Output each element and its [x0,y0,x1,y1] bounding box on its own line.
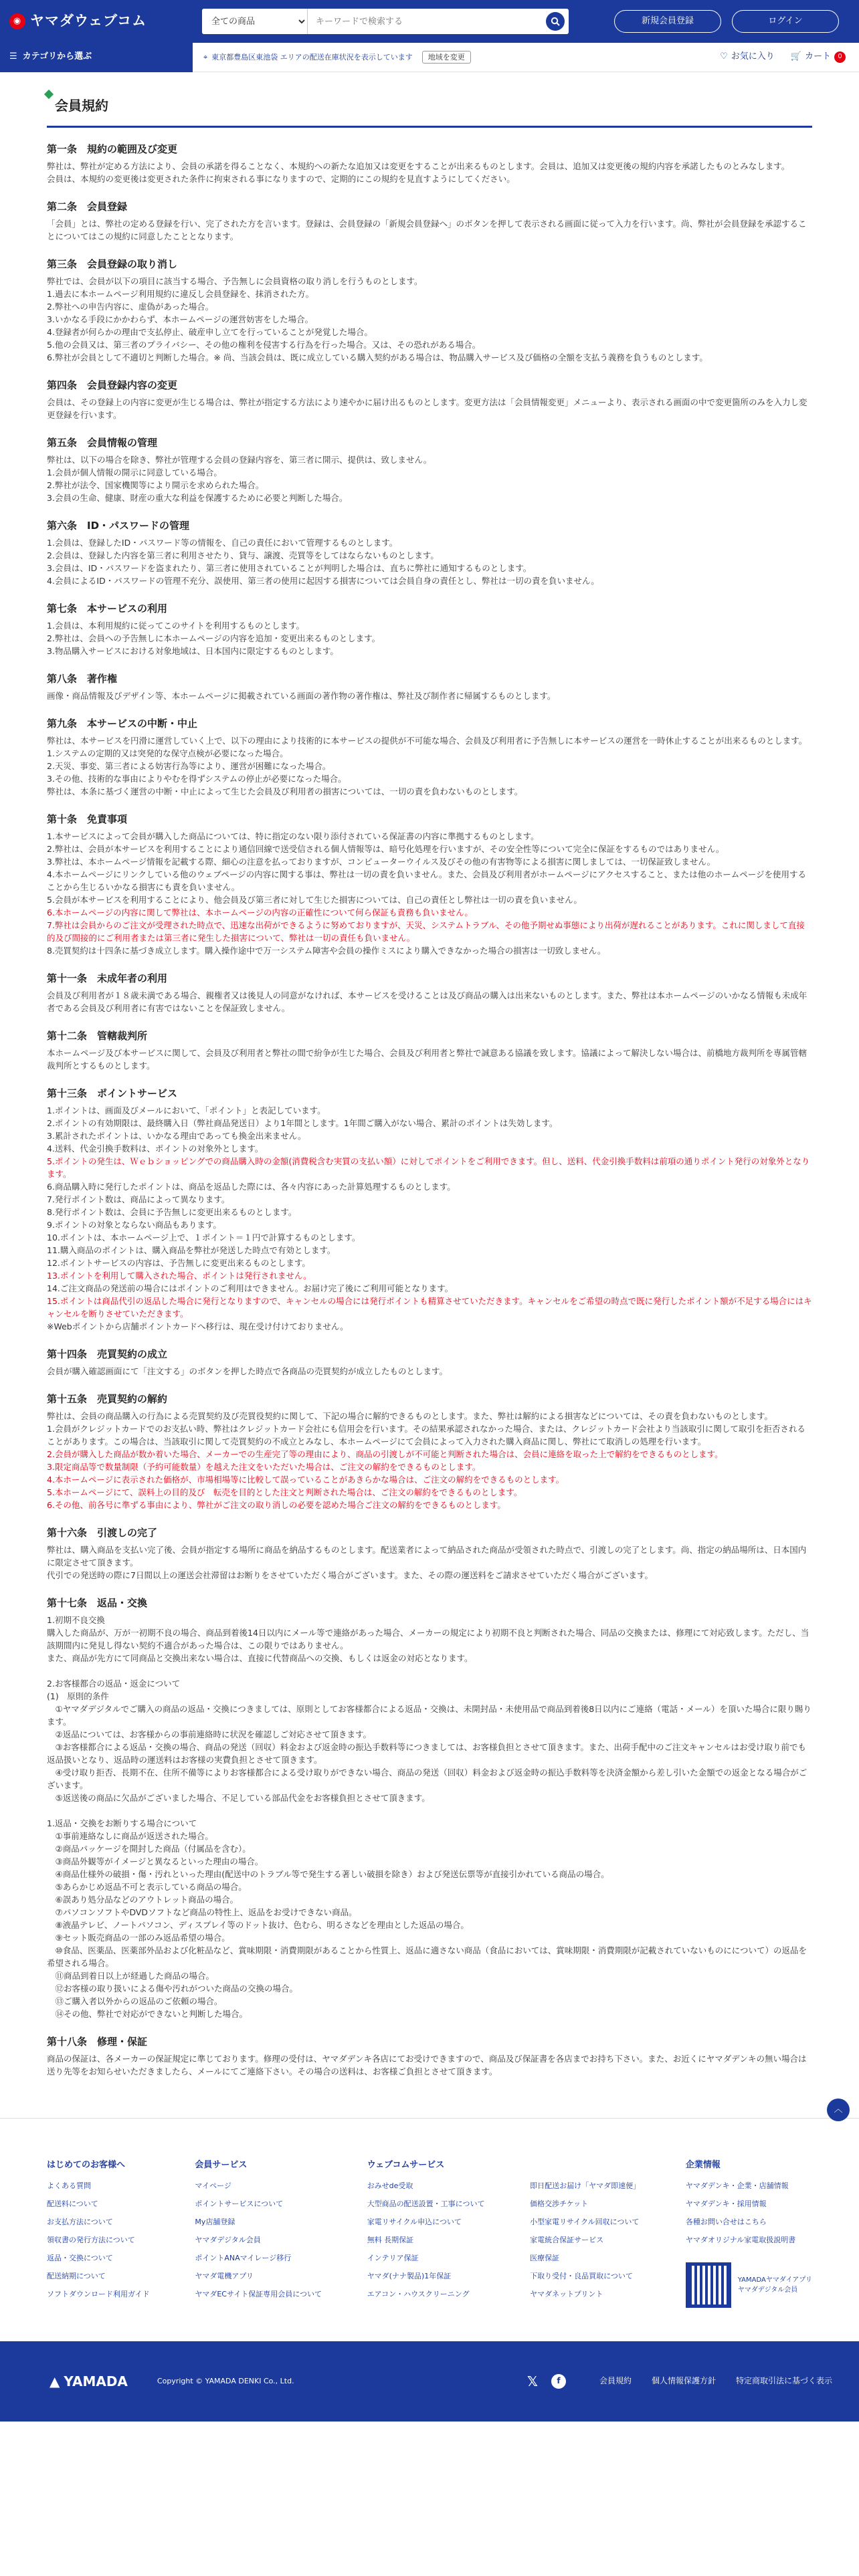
footer-link[interactable]: My店舗登録 [195,2217,235,2226]
site-footer [0,2104,859,2341]
section-paragraph: (1) 原則的条件 [47,1691,109,1701]
footer-link[interactable]: 小型家電リサイクル回収について [530,2217,640,2226]
section-heading: 第十六条 引渡しの完了 [47,1527,158,1539]
section-paragraph: 13.ポイントを利用して購入された場合、ポイントは発行されません。 [47,1271,312,1281]
cart-count-badge: 0 [834,51,846,63]
footer-link[interactable]: ソフトダウンロード利用ガイド [47,2289,150,2298]
section-paragraph: 10.ポイントは、本ホームページ上で、１ポイント＝１円で計算するものとします。 [47,1232,361,1243]
section-paragraph: 会員が購入確認画面にて「注文する」のボタンを押した時点で各商品の売買契約が成立したものとします。 [47,1366,448,1376]
section-paragraph: 代引での発送時の際に7日間以上の運送会社滞留はお断りをさせていただく場合がございます。また、その際の運送料をご請求させていただく場合がございます。 [47,1570,653,1580]
copyright: Copyright © YAMADA DENKI Co., Ltd. [157,2377,294,2385]
section-paragraph: 3.その他、技術的な事由によりやむを得ずシステムの停止が必要になった場合。 [47,774,347,784]
section-heading: 第四条 会員登録内容の変更 [47,379,178,391]
logo-text: ヤマダウェブコム [30,13,147,29]
section-paragraph: 8.発行ポイント数は、会員に予告無しに変更出来るものとします。 [47,1207,297,1217]
section-paragraph: ⑤あらかじめ返品不可と表示している商品の場合。 [47,1882,247,1892]
footer-link[interactable]: お支払方法について [47,2217,113,2226]
footer-bar [0,2341,859,2422]
section-heading: 第十条 免責事項 [47,813,128,825]
favorites-label: お気に入り [731,51,775,62]
section-paragraph: 14.ご注文商品の発送前の場合にはポイントのご利用はできません。お届け完了後にご利用可能となります。 [47,1283,454,1293]
footer-column [367,2159,485,2308]
footer-link[interactable]: ヤマダネットプリント [530,2289,603,2298]
section-paragraph: 商品の保証は、各メーカーの保証規定に準じております。修理の受付は、ヤマダデンキ各店にてお受けできますので、商品及び保証書を各店までお持ち下さい。また、お近くにヤマダデンキの無い場合は送り先等をお知らせいただきましたら、メールにてご連絡下さい。その場合の送料は、お客様ご負担とさせて頂きます。 [47,2054,807,2076]
footer-brand: YAMADA [64,2373,128,2389]
delivery-notice-text: 東京都豊島区東池袋 エリアの配送在庫状況を表示しています [211,52,413,62]
hamburger-icon: ☰ [9,51,17,62]
section-paragraph: 画像・商品情報及びデザイン等、本ホームページに掲載されている画面の著作物の著作権は、弊社及び制作者に帰属するものとします。 [47,691,556,701]
section-paragraph: 7.発行ポイント数は、商品によって異なります。 [47,1194,230,1204]
section-paragraph: ①ヤマダデジタルでご購入の商品の返品・交換につきましては、原則としてお客様都合による返品・交換は、未開封品・未使用品で商品到着後8日以内にご連絡（電話・メール）を頂いた場合に限り賜ります。 [47,1704,812,1727]
section-paragraph: 6.その他、前各号に準ずる事由により、弊社がご注文の取り消しの必要を認めた場合ご注文の解約をできるものとします。 [47,1500,506,1510]
page-top-button[interactable] [827,2099,850,2121]
section-paragraph: 1.過去に本ホームページ利用規約に違反し会員登録を、抹消された方。 [47,289,314,299]
footer-link[interactable]: 下取り受付・良品買取について [530,2271,633,2280]
section-paragraph: 2.ポイントの有効期限は、最終購入日（弊社商品発送日）より1年間とします。1年間ご購入がない場合、累計のポイントは失効します。 [47,1118,558,1128]
register-button[interactable]: 新規会員登録 [614,10,721,33]
search-icon [551,17,560,26]
footer-link[interactable]: ヤマダオリジナル家電取扱説明書 [685,2235,796,2244]
search-input[interactable] [308,9,542,34]
section-paragraph: 1.会員は、本利用規約に従ってこのサイトを利用するものとします。 [47,621,305,631]
section-paragraph: ⑧液晶テレビ、ノートパソコン、ディスプレイ等のドット抜け、色むら、明るさなどを理由とした返品の場合。 [47,1920,469,1930]
footer-link[interactable]: 即日配送お届け「ヤマダ即速便」 [530,2181,641,2190]
section-heading: 第十五条 売買契約の解約 [47,1393,168,1405]
section-paragraph: 2.弊社は、会員への予告無しに本ホームページの内容を追加・変更出来るものとします。 [47,633,381,643]
footer-link[interactable]: ヤマダデジタル会員 [195,2235,261,2244]
section-heading: 第十二条 管轄裁判所 [47,1030,148,1042]
section-heading: 第一条 規約の範囲及び変更 [47,143,178,155]
section-paragraph: 本ホームページ及び本サービスに関して、会員及び利用者と弊社の間で紛争が生じた場合、会員及び利用者と弊社で誠意ある協議を致します。協議によって解決しない場合は、前橋地方裁判所を専属管轄裁判所とするものとします。 [47,1048,807,1071]
section-paragraph [47,1804,812,1817]
category-label: カテゴリから選ぶ [22,51,92,62]
footer-bar-link[interactable]: 会員規約 [599,2376,632,2386]
footer-link[interactable]: よくある質問 [47,2181,91,2190]
section-paragraph: 3.いかなる手段にかかわらず、本ホームページの運営妨害をした場合。 [47,314,314,324]
footer-column-title: 会員サービス [195,2160,248,2170]
section-paragraph: 7.弊社は会員からのご注文が受理された時点で、迅速な出荷ができるように努めておりますが、天災、システムトラブル、その他予期せぬ事態により出荷が遅れることがあります。これに関しまして直接的及び間接的にご利用者または第三者に発生した損害について、弊社は一切の責任も負いません。 [47,920,805,943]
section-paragraph: 4.本ホームページにリンクしている他のウェブページの内容に関する事は、弊社は一切の責を負いません。また、会員及び利用者がホームページにアクセスすること、または他のホームページを使用することから生じるいかなる損害にも責を負いません。 [47,869,807,892]
section-heading: 第三条 会員登録の取り消し [47,258,178,270]
footer-link[interactable]: 領収書の発行方法について [47,2235,135,2244]
footer-link[interactable]: ヤマダデンキ・採用情報 [685,2199,767,2208]
section-heading: 第十三条 ポイントサービス [47,1087,178,1099]
section-paragraph: 4.本ホームページに表示された価格が、市場相場等に比較して誤っていることがあきらかな場合は、ご注文の解約をできるものとします。 [47,1475,565,1485]
footer-link[interactable]: ポイントANAマイレージ移行 [195,2253,292,2262]
section-paragraph: 会員は、その登録上の内容に変更が生じる場合は、弊社が指定する方法により速やかに届け出るものとします。変更方法は「会員情報変更」メニューより、表示される画面の中で変更箇所のみを入力し変更登録を行います。 [47,397,807,420]
section-paragraph: ⑥誤あり処分品などのアウトレット商品の場合。 [47,1895,239,1905]
section-paragraph: 4.登録者が何らかの理由で支払停止、破産申し立てを行っていることが発覚した場合。 [47,327,373,337]
section-paragraph: 9.ポイントの対象とならない商品もあります。 [47,1220,221,1230]
cart-label: カート [804,51,831,62]
footer-column [686,2159,812,2308]
section-paragraph: 弊社は、本サービスを円滑に運営していく上で、以下の理由により技術的に本サービスの提供が不可能な場合、会員及び利用者に予告無しに本サービスの運営を一時休止することが出来るものとします。 [47,736,807,746]
section-paragraph: 5.本ホームページにて、誤料上の目的及び 転売を目的とした注文と判断された場合は、ご注文の解約をできるものとします。 [47,1487,522,1497]
section-paragraph: 1.会員が個人情報の開示に同意している場合。 [47,467,222,477]
qr-caption: YAMADAヤマダイアプリ ヤマダデジタル会員 [737,2276,812,2294]
search-button[interactable] [542,9,569,34]
qr-code-icon [686,2262,731,2308]
section-paragraph: 1.システムの定期的又は突発的な保守点検が必要になった場合。 [47,748,288,758]
section-heading: 第十七条 返品・交換 [47,1597,148,1609]
section-paragraph: 弊社では、会員が以下の項目に該当する場合、予告無しに会員資格の取り消しを行うものとします。 [47,276,423,286]
section-paragraph: ⑪商品到着日以上が経過した商品の場合。 [47,1971,215,1981]
section-paragraph: ⑨セット販売商品の一部のみ返品希望の場合。 [47,1933,230,1943]
category-menu-button[interactable] [0,43,193,72]
section-paragraph: 会員及び利用者が１８歳未満である場合、親権者又は後見人の同意がなければ、本サービスを受けることは及び商品の購入は出来ないものとします。また、弊社は本ホームページのいかなる情報も未成年者である会員及び利用者に有害ではないことを保証致しません。 [47,990,807,1013]
section-paragraph: ③お客様都合による返品・交換の場合、商品の発送（回収）料金および返金時の振込手数料等につきましては、お客様負担とさせて頂きます。また、出荷手配中のご注文キャンセルはお受け取り前でも返品扱いとなり、返品時の運送料はお客様の実費負担とさせて頂きます。 [47,1742,806,1765]
section-paragraph: 8.売買契約は十四条に基づき成立します。購入操作途中で万一システム障害や会員の操作ミスにより購入できなかった場合の損害は一切致しません。 [47,946,606,956]
footer-link[interactable]: マイページ [195,2181,231,2190]
footer-link[interactable]: インテリア保証 [367,2253,419,2262]
page-title: 会員規約 [47,95,812,116]
footer-link[interactable]: 大型商品の配送設置・工事について [367,2199,485,2208]
footer-link[interactable]: 医療保証 [530,2253,560,2262]
section-heading: 第五条 会員情報の管理 [47,437,158,449]
yamada-mark-icon: ▲ [50,2373,60,2389]
section-heading: 第十八条 修理・保証 [47,2036,148,2048]
section-paragraph: 3.物品購入サービスにおける対象地域は、日本国内に限定するものとします。 [47,646,339,656]
footer-link[interactable]: 返品・交換について [47,2253,113,2262]
section-paragraph: 12.ポイントサービスの内容は、予告無しに変更出来るものとします。 [47,1258,310,1268]
subheader [0,43,859,72]
section-paragraph: ⑩食品、医薬品、医薬部外品および化粧品など、賞味期限・消費期限があることから性質上、返品に適さない商品（食品においては、賞味期限・消費期限が記載されていないものにについて）の返品を希望される場合。 [47,1945,807,1968]
chevron-up-icon: ︿ [834,2104,843,2115]
section-paragraph: ④受け取り拒否、長期不在、住所不備等によりお客様都合による受け取りができない場合、商品の発送（回収）料金および返金時の振込手数料等を決済金額から差し引いた金額での返金となる場合がございます。 [47,1767,807,1790]
section-paragraph: 4.送料、代金引換手数料は、ポイントの対象外とします。 [47,1144,264,1154]
section-paragraph: 6.弊社が会員として不適切と判断した場合。※ 尚、当該会員は、既に成立している購入契約がある場合は、物品購入サービス及び価格の全額を支払う義務を負うものとします。 [47,352,708,362]
section-paragraph: 3.会員の生命、健康、財産の重大な利益を保護するために必要と判断した場合。 [47,493,348,503]
section-paragraph: ⑫お客様の取り扱いによる傷や汚れがついた商品の交換の場合。 [47,1983,298,1994]
footer-bar-link[interactable]: 特定商取引法に基づく表示 [735,2376,832,2386]
section-paragraph: 「会員」とは、弊社の定める登録を行い、完了された方を言います。登録は、会員登録の「新規会員登録へ」のボタンを押して表示される画面に従って入力を行います。尚、弊社が会員登録を承認することについてはこの規約に同意したこととなります。 [47,219,807,241]
x-social-icon[interactable]: 𝕏 [527,2373,538,2389]
section-paragraph: 11.購入商品のポイントは、購入商品を弊社が発送した時点で有効とします。 [47,1245,336,1255]
footer-link[interactable]: 各種お問い合せはこちら [685,2217,767,2226]
terms-sections [47,141,812,2078]
facebook-icon[interactable]: f [551,2374,566,2389]
section-paragraph: ⑦パソコンソフトやDVDソフトなど商品の特性上、返品をお受けできない商品。 [47,1907,357,1917]
login-button[interactable]: ログイン [732,10,839,33]
section-paragraph: ④商品仕様外の破損・傷・汚れといった理由(配送中のトラブル等で発生する著しい破損を除き）および発送伝票等が直接引かれている商品の場合。 [47,1869,609,1879]
section-paragraph: 弊社は、弊社が定める方法により、会員の承諾を得ることなく、本規約への新たな追加又は変更をすることが出来るものとします。会員は、追加又は変更後の規約内容を承諾したものとみなします。 [47,161,790,171]
section-paragraph: また、商品が先方にて同商品と交換出来ない場合は、直接に代替商品への交換、もしくは返金の対応となります。 [47,1653,473,1663]
footer-link[interactable]: ポイントサービスについて [195,2199,284,2208]
main-content [0,72,859,2091]
section-paragraph: 1.会員は、登録したID・パスワード等の情報を、自己の責任において管理するものとします。 [47,538,398,548]
logo-mark-icon: ◉ [9,13,25,29]
section-paragraph: 2.天災、事変、第三者による妨害行為等により、運営が困難になった場合。 [47,761,331,771]
section-paragraph: 弊社は、購入商品を支払い完了後、会員が指定する場所に商品を納品するものとします。配送業者によって納品された商品が受領された時点で、引渡しの完了とします。尚、指定の納品場所は、日本国内に限定させて頂きます。 [47,1545,807,1568]
footer-column-title: はじめてのお客様へ [47,2160,126,2170]
footer-logo[interactable] [50,2371,128,2392]
section-paragraph: ※Webポイントから店舗ポイントカードへ移行は、現在受け付けておりません。 [47,1321,349,1331]
footer-link[interactable]: おみせde受取 [367,2181,413,2190]
section-paragraph: 2.会員は、登録した内容を第三者に利用させたり、貸与、譲渡、売買等をしてはならないものとします。 [47,550,439,560]
site-logo[interactable] [9,10,202,33]
title-divider [47,126,812,128]
section-heading: 第八条 著作権 [47,673,118,685]
footer-column [530,2159,640,2308]
footer-column [195,2159,322,2308]
section-heading: 第二条 会員登録 [47,201,128,213]
delivery-notice [203,51,471,64]
change-area-button[interactable]: 地域を変更 [422,51,471,64]
section-paragraph: 2.弊社への申告内容に、虚偽があった場合。 [47,302,214,312]
location-pin-icon: ⌖ [203,52,208,62]
footer-column-title: 企業情報 [685,2160,721,2170]
footer-bar-link[interactable]: 個人情報保護方針 [651,2376,716,2386]
section-paragraph: 5.ポイントの発生は、Ｗｅｂショッピングでの商品購入時の金額(消費税含む実質の支払い額）に対してポイントをご利用できます。但し、送料、代金引換手数料は前項の通りポイント発行の対象外となります。 [47,1156,810,1179]
search-bar [202,9,569,34]
section-paragraph: 6.商品購入時に発行したポイントは、商品を返品した際には、各々内容にあった計算処理するものとします。 [47,1182,456,1192]
cart-icon: 🛒 [790,51,801,62]
section-heading: 第七条 本サービスの利用 [47,603,168,615]
footer-link[interactable]: 無料 長期保証 [367,2235,414,2244]
section-heading: 第六条 ID・パスワードの管理 [47,520,190,532]
footer-link[interactable]: ヤマダ電機アプリ [195,2271,254,2280]
app-qr-block [686,2262,812,2308]
footer-link[interactable]: 価格交渉チケット [530,2199,589,2208]
site-header [0,0,859,43]
section-paragraph: 5.会員が本サービスを利用することにより、他会員及び第三者に対して生じた損害については、自己の責任とし弊社は一切の責を負いません。 [47,895,582,905]
section-paragraph: 2.弊社は、会員が本サービスを利用することにより通信回線で送受信される個人情報等は、暗号化処理を行いますが、その安全性等について完全に保証をするものではありません。 [47,844,725,854]
section-paragraph: 購入した商品が、万が一初期不良の場合、商品到着後14日以内にメール等で連絡があった場合、メーカーの規定により初期不良と判断された場合、同品の交換または、修理にて対応致します。ただし、当該期間内に発見し得ない契約不適合があった場合は、この限りではありません。 [47,1628,809,1650]
section-paragraph: 2.お客様都合の返品・返金について [47,1679,181,1689]
section-paragraph: 1.返品・交換をお断りする場合について [47,1818,197,1828]
section-paragraph: 2.弊社が法令、国家機関等により開示を求められた場合。 [47,480,264,490]
section-paragraph: 弊社は、以下の場合を除き、弊社が管理する会員の登録内容を、第三者に開示、提供は、致しません。 [47,455,432,465]
section-paragraph: 弊社は、本条に基づく運営の中断・中止によって生じた会員及び利用者の損害については、一切の責を負わないものとします。 [47,786,523,796]
section-paragraph: 3.累計されたポイントは、いかなる理由であっても換金出来ません。 [47,1131,306,1141]
footer-link[interactable]: 家電統合保証サービス [530,2235,604,2244]
section-paragraph: 1.ポイントは、画面及びメールにおいて、「ポイント」と表記しています。 [47,1105,326,1115]
section-paragraph: ③商品外観等がイメージと異なるといった理由の場合。 [47,1856,264,1866]
section-paragraph: 会員は、本規約の変更後は変更された条件に拘束される事になりますので、定期的にこの規約を見直すようにしてください。 [47,174,515,184]
favorites-link[interactable] [720,50,775,64]
footer-link[interactable]: 家電リサイクル申込について [367,2217,462,2226]
section-paragraph: 4.会員によるID・パスワードの管理不充分、誤使用、第三者の使用に起因する損害については会員自身の責任とし、弊社は一切の責を負いません。 [47,576,599,586]
section-paragraph: ②返品については、お客様からの事前連絡時に状況を確認しご対応させて頂きます。 [47,1729,371,1739]
footer-column [47,2159,150,2308]
section-paragraph: 15.ポイントは商品代引の返品した場合に発行となりますので、キャンセルの場合には発行ポイントも精算させていただきます。キャンセルをご希望の時点で既に発行したポイント額が不足する場合にはキャンセルを断りさせていただきます。 [47,1296,812,1319]
section-paragraph: 3.限定商品等で数量制限（予約可能数量）を越えた注文をいただいた場合は、ご注文の解約をできるものとします。 [47,1462,481,1472]
section-heading: 第十一条 未成年者の利用 [47,972,168,984]
footer-column-title: ウェブコムサービス [367,2160,445,2170]
heart-icon: ♡ [720,51,728,62]
section-paragraph: 3.弊社は、本ホームページ情報を記載する際、細心の注意を払っておりますが、コンピューターウイルス及びその他の有害物等による損害に関しましては、一切保証致しません。 [47,857,716,867]
section-paragraph [47,1665,812,1677]
section-paragraph: 1.本サービスによって会員が購入した商品については、特に指定のない限り添付されている保証書の内容に準拠するものとします。 [47,831,539,841]
cart-link[interactable] [791,50,846,64]
section-paragraph: 弊社は、会員の商品購入の行為による売買契約及び売買役契約に関して、下記の場合に解約できるものとします。また、弊社は解約による損害などについては、その責を負わないものとします。 [47,1411,773,1421]
footer-link[interactable]: 配送納期について [47,2271,106,2280]
footer-link[interactable]: ヤマダデンキ・企業・店舗情報 [685,2181,789,2190]
section-paragraph: 1.会員がクレジットカードでのお支払い時、弊社はクレジットカード会社にも信用会を行います。その結果承認されなかった場合、または、クレジットカード会社より当該取引に関して取引を拒否されることがあります。この場合は、当該取引に関して売買契約の不成立とみなし、本ホームページにて会員によって入力された購入商品に関し、弊社にて取消しの処理を行います。 [47,1424,805,1446]
section-paragraph: 5.他の会員又は、第三者のプライバシー、その他の権利を侵害する行為を行った場合。又は、その恐れがある場合。 [47,340,481,350]
section-paragraph: ⑤返送後の商品に欠品がございました場合、不足している部品代金をお客様負担とさせて頂きます。 [47,1793,430,1803]
footer-link[interactable]: ヤマダECサイト保証専用会員について [195,2289,322,2298]
section-paragraph: 6.本ホームページの内容に関して弊社は、本ホームページの内容の正確性について何ら保証も責務も負いません。 [47,907,473,918]
footer-link[interactable]: ヤマダ(ナナ製品)1年保証 [367,2271,452,2280]
section-heading: 第九条 本サービスの中断・中止 [47,718,198,730]
section-paragraph: ②商品パッケージを開封した商品（付属品を含む）。 [47,1844,251,1854]
search-category-select[interactable] [202,9,308,34]
footer-link[interactable]: エアコン・ハウスクリーニング [367,2289,470,2298]
section-paragraph: ①事前連絡なしに商品が返送された場合。 [47,1831,213,1841]
footer-link[interactable]: 配送料について [47,2199,98,2208]
section-paragraph: ⑬ご購入者以外からの返品のご依頼の場合。 [47,1996,223,2006]
section-paragraph: ⑭その他、弊社で対応ができないと判断した場合。 [47,2009,248,2019]
section-heading: 第十四条 売買契約の成立 [47,1348,168,1360]
section-paragraph: 3.会員は、ID・パスワードを盗まれたり、第三者に使用されていることが判明した場合は、直ちに弊社に通知するものとします。 [47,563,532,573]
section-paragraph: 2.会員が購入した商品が数か着いた場合、メーカーでの生産完了等の理由により、商品の引渡しが不可能と判断された場合は、会員に連絡を取った上で解約をできるものとします。 [47,1449,723,1459]
section-paragraph: 1.初期不良交換 [47,1615,105,1625]
footer-columns [47,2159,812,2308]
